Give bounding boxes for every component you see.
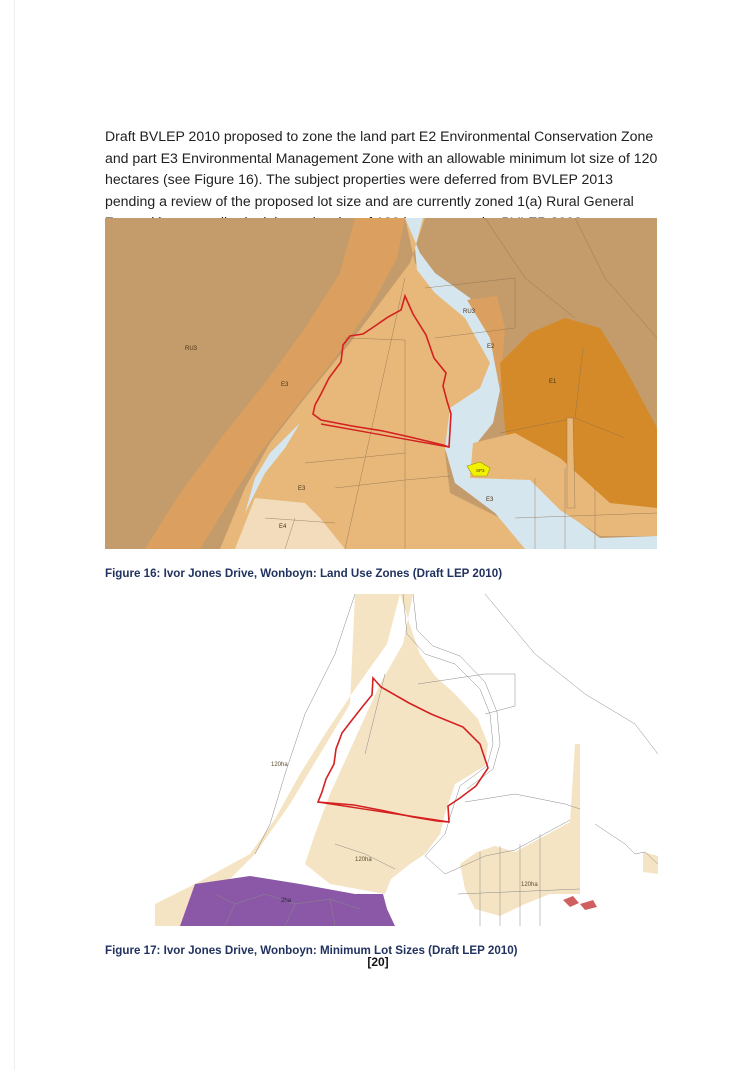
figure-17-caption: Figure 17: Ivor Jones Drive, Wonboyn: Minimum Lot Sizes (Draft LEP 2010)	[105, 944, 518, 957]
land-use-zones-map	[105, 218, 657, 549]
figure-16-caption: Figure 16: Ivor Jones Drive, Wonboyn: Land Use Zones (Draft LEP 2010)	[105, 567, 503, 580]
page-edge-line	[14, 0, 15, 1070]
lot-label-south: 2ha	[281, 898, 292, 904]
zone-label-e3-center: E3	[298, 486, 306, 492]
minimum-lot-size-map	[155, 594, 658, 926]
lot-label-west: 120ha	[271, 762, 288, 768]
lot-label-east: 120ha	[521, 882, 538, 888]
zone-label-e1: E1	[549, 379, 557, 385]
zone-label-sp3: SP3	[476, 468, 485, 473]
zone-label-e4: E4	[279, 524, 287, 530]
lot-label-center: 120ha	[355, 857, 372, 863]
zone-label-e2: E2	[487, 344, 495, 350]
zone-label-ru3-top: RU3	[463, 309, 476, 315]
zone-label-ru3-left: RU3	[185, 346, 198, 352]
page-number: [20]	[367, 955, 389, 969]
body-paragraph: Draft BVLEP 2010 proposed to zone the land part E2 Environmental Conservation Zone and part E3 Environmental Management Zone with an allowable minimum lot size of 120 hectares (see Figure 16). The subject properties were deferred from BVLEP 2013 pending a review of the proposed lot size and are currently zoned 1(a) Rural General	[105, 128, 658, 209]
zone-label-e3-right: E3	[486, 497, 494, 503]
zone-label-e3-left: E3	[281, 382, 289, 388]
